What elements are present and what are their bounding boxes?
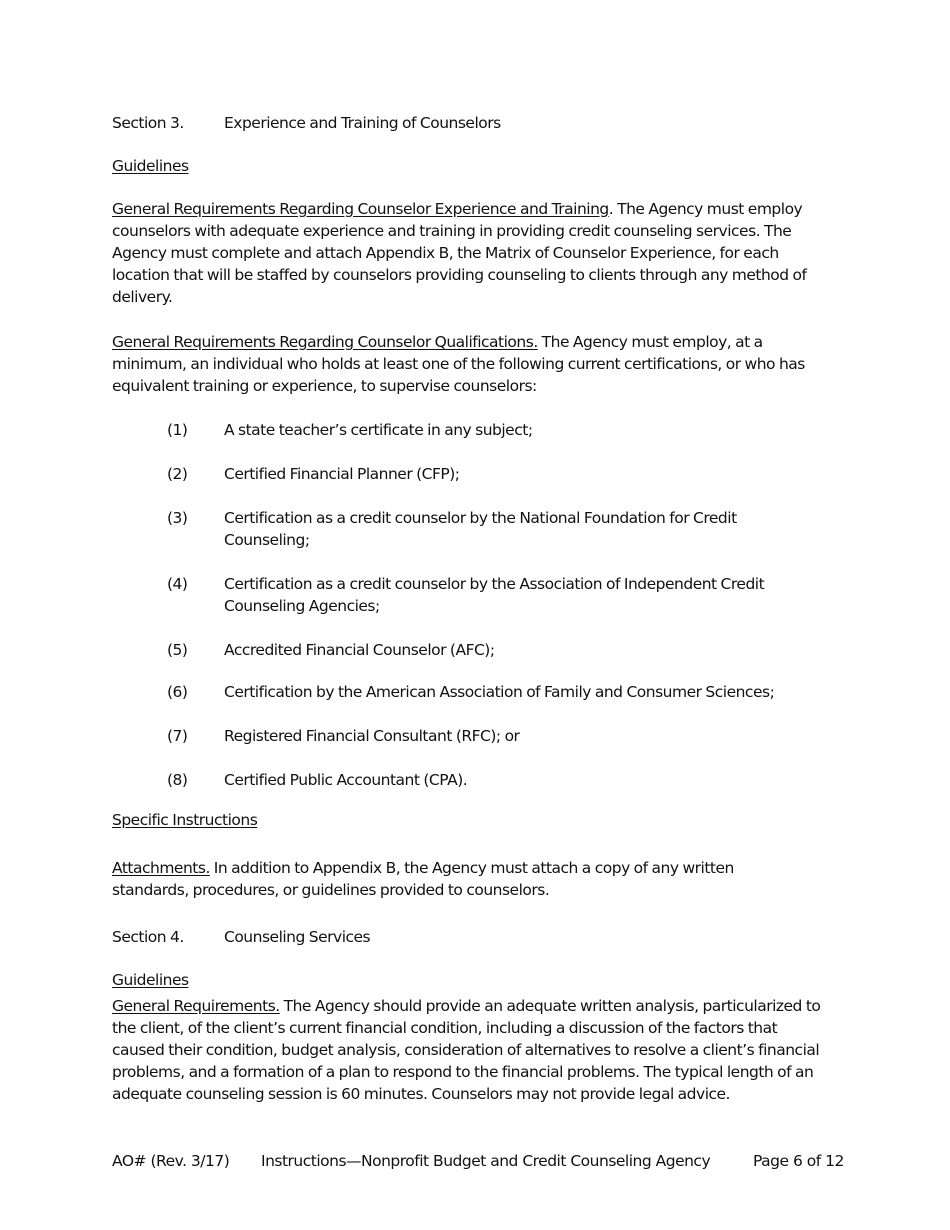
list-item-number: (5) [167, 641, 188, 659]
attachments-paragraph [112, 857, 812, 901]
paragraph-heading: General Requirements Regarding Counselor Experience and Training [112, 200, 609, 218]
list-item: Certification by the American Association of Family and Consumer Sciences; [224, 683, 775, 701]
list-item: Certified Financial Planner (CFP); [224, 465, 460, 483]
paragraph-text: In addition to Appendix B, the Agency must attach a copy of any written standards, procedures, or guidelines provided to counselors. [112, 859, 734, 899]
counselor-experience-paragraph [112, 198, 827, 308]
section-3-guidelines-heading: Guidelines [112, 157, 189, 175]
list-item-number: (3) [167, 509, 188, 527]
footer-form-number: AO# (Rev. 3/17) [112, 1152, 230, 1170]
list-item: A state teacher’s certificate in any subject; [224, 421, 533, 439]
paragraph-heading: General Requirements Regarding Counselor Qualifications. [112, 333, 538, 351]
general-requirements-paragraph [112, 995, 827, 1105]
paragraph-heading: General Requirements. [112, 997, 280, 1015]
list-item: Accredited Financial Counselor (AFC); [224, 641, 495, 659]
list-item: Registered Financial Consultant (RFC); or [224, 727, 520, 745]
counselor-qualifications-paragraph [112, 331, 827, 397]
paragraph-text: The Agency must employ, at a minimum, an individual who holds at least one of the following current certifications, or who has equivalent training or experience, to supervise counselors: [112, 333, 805, 395]
section-4-guidelines-heading: Guidelines [112, 971, 189, 989]
specific-instructions-heading: Specific Instructions [112, 811, 258, 829]
list-item-number: (2) [167, 465, 188, 483]
section-3-number: Section 3. [112, 114, 184, 132]
list-item: Certified Public Accountant (CPA). [224, 771, 468, 789]
list-item-number: (6) [167, 683, 188, 701]
footer-page-number: Page 6 of 12 [753, 1152, 844, 1170]
section-4-number: Section 4. [112, 928, 184, 946]
footer-title: Instructions—Nonprofit Budget and Credit Counseling Agency [261, 1152, 711, 1170]
section-3-title: Experience and Training of Counselors [224, 114, 501, 132]
list-item-number: (8) [167, 771, 188, 789]
list-item: Certification as a credit counselor by the National Foundation for Credit Counseling; [224, 509, 737, 549]
list-item-number: (1) [167, 421, 188, 439]
paragraph-text: . The Agency must employ counselors with adequate experience and training in providing credit counseling services. The Agency must complete and attach Appendix B, the Matrix of Counselor Experience, for each location that will be staffed by counselors providing counseling to clients through any method of delivery. [112, 200, 807, 306]
section-4-title: Counseling Services [224, 928, 371, 946]
paragraph-text: The Agency should provide an adequate written analysis, particularized to the client, of the client’s current financial condition, including a discussion of the factors that caused their condition, budget analysis, consideration of alternatives to resolve a client’s financial problems, and a formation of a plan to respond to the financial problems. The typical length of an adequate counseling session is 60 minutes. Counselors may not provide legal advice. [112, 997, 821, 1103]
paragraph-heading: Attachments. [112, 859, 210, 877]
list-item-number: (4) [167, 575, 188, 593]
list-item: Certification as a credit counselor by the Association of Independent Credit Counseling Agencies; [224, 575, 765, 615]
list-item-number: (7) [167, 727, 188, 745]
